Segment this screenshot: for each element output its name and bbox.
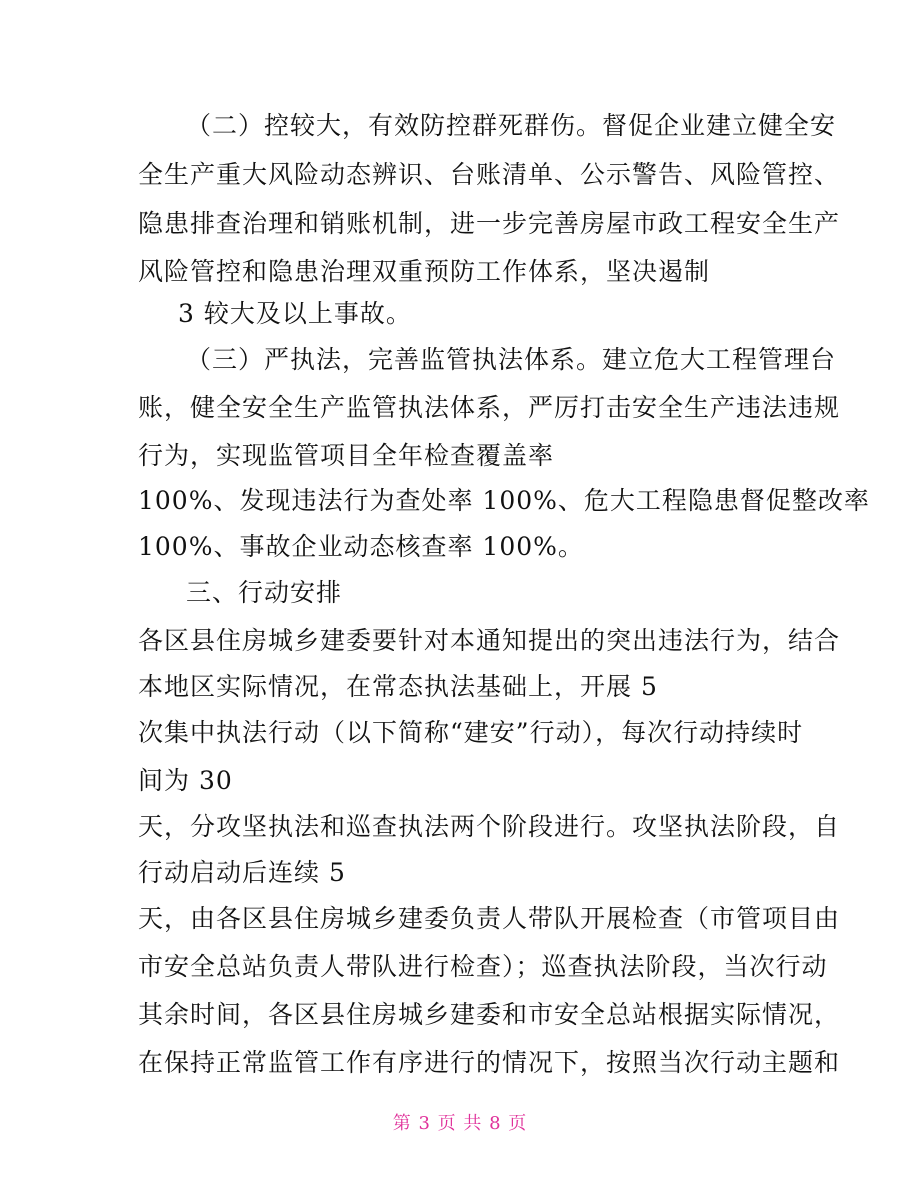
paragraph-line: 3 较大及以上事故。: [178, 299, 412, 328]
paragraph-line: 隐患排查治理和销账机制，进一步完善房屋市政工程安全生产: [138, 209, 841, 238]
paragraph-line: 行动启动后连续 5: [138, 858, 346, 887]
paragraph-line: 全生产重大风险动态辨识、台账清单、公示警告、风险管控、: [138, 160, 841, 189]
paragraph-line: 行为，实现监管项目全年检查覆盖率: [138, 441, 555, 470]
paragraph-line: 其余时间，各区县住房城乡建委和市安全总站根据实际情况，: [138, 1000, 841, 1029]
paragraph-line: 100%、事故企业动态核查率 100%。: [138, 532, 584, 561]
paragraph-line: 天，由各区县住房城乡建委负责人带队开展检查（市管项目由: [138, 904, 841, 933]
paragraph-line: （三）严执法，完善监管执法体系。建立危大工程管理台: [186, 345, 837, 374]
paragraph-line: 100%、发现违法行为查处率 100%、危大工程隐患督促整改率: [138, 486, 870, 515]
paragraph-line: 市安全总站负责人带队进行检查）；巡查执法阶段，当次行动: [138, 952, 828, 981]
page-number-footer: 第 3 页 共 8 页: [392, 1113, 528, 1134]
paragraph-line: 本地区实际情况，在常态执法基础上，开展 5: [138, 672, 658, 701]
section-heading: 三、行动安排: [186, 578, 343, 607]
paragraph-line: 间为 30: [138, 766, 233, 795]
paragraph-line: 天，分攻坚执法和巡查执法两个阶段进行。攻坚执法阶段，自: [138, 812, 841, 841]
paragraph-line: 在保持正常监管工作有序进行的情况下，按照当次行动主题和: [138, 1048, 841, 1077]
paragraph-line: 账，健全安全生产监管执法体系，严厉打击安全生产违法违规: [138, 393, 841, 422]
paragraph-line: （二）控较大，有效防控群死群伤。督促企业建立健全安: [186, 111, 837, 140]
paragraph-line: 次集中执法行动（以下简称“建安”行动），每次行动持续时: [138, 718, 804, 747]
paragraph-line: 各区县住房城乡建委要针对本通知提出的突出违法行为，结合: [138, 626, 841, 655]
paragraph-line: 风险管控和隐患治理双重预防工作体系，坚决遏制: [138, 257, 711, 286]
